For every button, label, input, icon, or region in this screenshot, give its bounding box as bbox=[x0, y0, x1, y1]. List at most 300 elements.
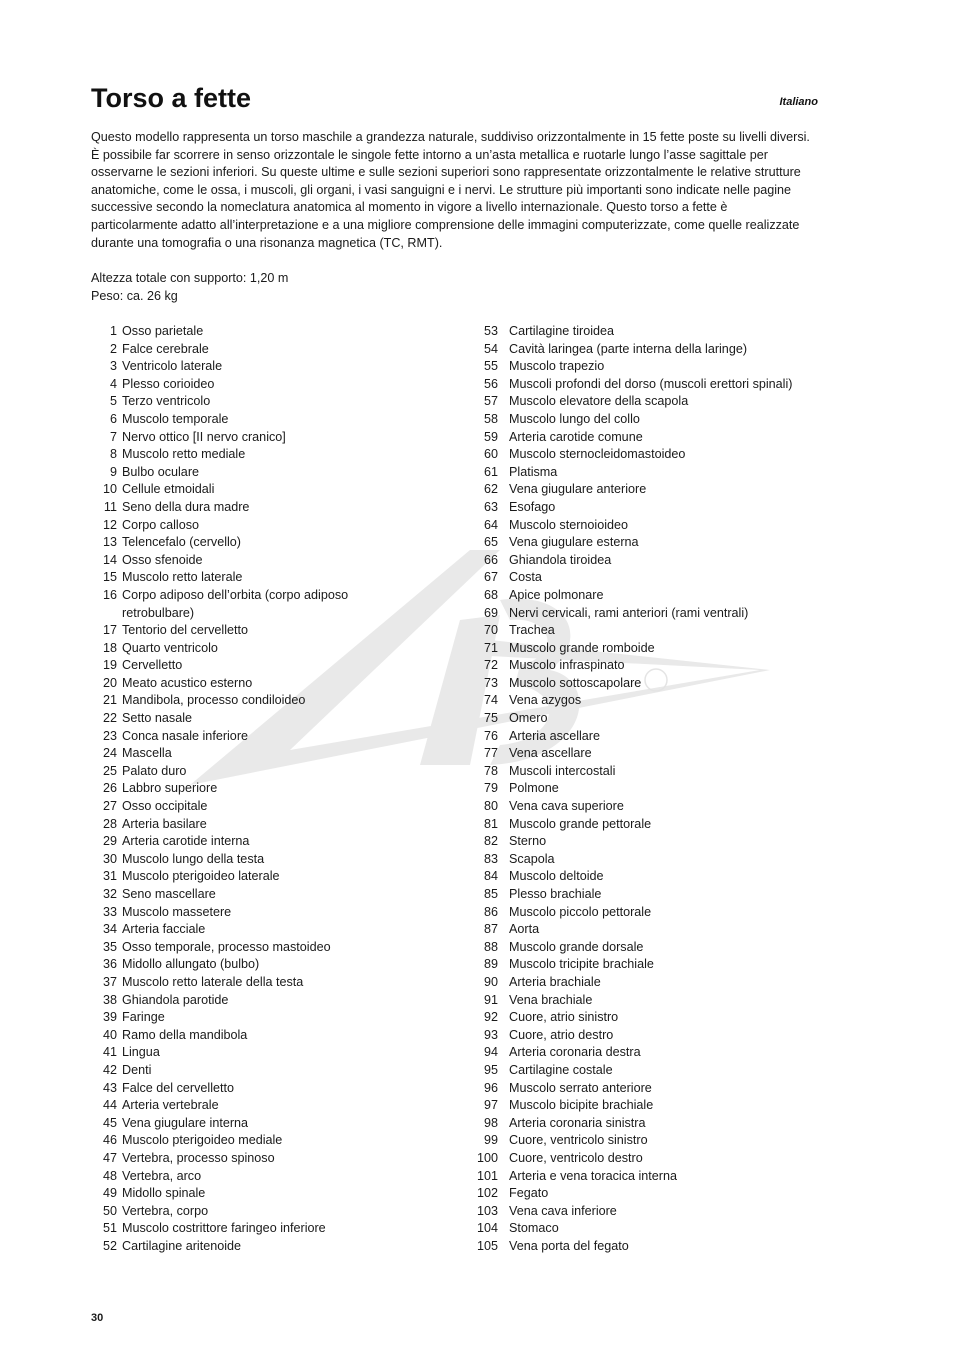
list-item bbox=[91, 763, 391, 781]
list-item bbox=[474, 1097, 834, 1115]
item-number: 36 bbox=[102, 957, 117, 972]
item-number: 32 bbox=[102, 887, 117, 901]
item-name: Falce cerebrale bbox=[122, 341, 209, 356]
item-name: Osso temporale, processo mastoideo bbox=[122, 939, 331, 954]
list-item bbox=[474, 446, 834, 464]
list-item bbox=[474, 886, 834, 904]
list-item bbox=[474, 710, 834, 728]
list-item bbox=[91, 569, 391, 587]
item-name: Trachea bbox=[509, 623, 555, 638]
item-name: Vena ascellare bbox=[509, 746, 592, 761]
item-name: Muscolo lungo del collo bbox=[509, 411, 640, 426]
item-name: Muscolo pterigoideo mediale bbox=[122, 1133, 283, 1148]
item-number: 76 bbox=[483, 728, 498, 743]
list-item bbox=[91, 1027, 391, 1045]
list-item bbox=[91, 1238, 391, 1256]
list-item bbox=[474, 992, 834, 1010]
list-item bbox=[474, 534, 834, 552]
height-spec: Altezza totale con supporto: 1,20 m bbox=[91, 271, 289, 285]
item-number: 23 bbox=[102, 728, 117, 743]
item-name: Ramo della mandibola bbox=[122, 1027, 248, 1042]
item-name: Muscolo retto mediale bbox=[122, 447, 246, 462]
list-item bbox=[91, 1150, 391, 1168]
item-number: 86 bbox=[483, 904, 498, 919]
list-item bbox=[91, 956, 391, 974]
item-number: 102 bbox=[476, 1186, 498, 1201]
item-name: Cartilagine tiroidea bbox=[509, 324, 615, 338]
item-number: 31 bbox=[102, 869, 117, 884]
item-name: Stomaco bbox=[509, 1221, 559, 1236]
list-item bbox=[474, 587, 834, 605]
item-number: 71 bbox=[483, 640, 498, 655]
item-name: Nervi cervicali, rami anteriori (rami ventrali) bbox=[509, 605, 749, 620]
item-number: 77 bbox=[483, 746, 498, 761]
item-name: Telencefalo (cervello) bbox=[122, 535, 241, 550]
item-name: Cervelletto bbox=[122, 658, 183, 673]
item-number: 63 bbox=[483, 499, 498, 514]
item-number: 51 bbox=[102, 1221, 117, 1236]
item-number: 93 bbox=[483, 1027, 498, 1042]
item-number: 10 bbox=[102, 482, 117, 497]
item-name: Setto nasale bbox=[122, 711, 193, 726]
item-number: 45 bbox=[102, 1115, 117, 1130]
item-number: 83 bbox=[483, 851, 498, 866]
item-name: Sterno bbox=[509, 834, 547, 849]
item-name: Mascella bbox=[122, 746, 172, 761]
item-name: Arteria vertebrale bbox=[122, 1098, 219, 1113]
item-number: 47 bbox=[102, 1150, 117, 1165]
list-item bbox=[474, 921, 834, 939]
item-name: Vertebra, arco bbox=[122, 1168, 202, 1183]
list-item bbox=[474, 657, 834, 675]
item-name: Scapola bbox=[509, 851, 555, 866]
list-item bbox=[474, 429, 834, 447]
item-name: Midollo allungato (bulbo) bbox=[122, 957, 260, 972]
item-number: 19 bbox=[102, 658, 117, 673]
item-number: 48 bbox=[102, 1168, 117, 1183]
item-number: 90 bbox=[483, 974, 498, 989]
item-name: Osso parietale bbox=[122, 324, 204, 338]
list-item bbox=[474, 1115, 834, 1133]
list-item bbox=[91, 481, 391, 499]
structure-list-right bbox=[474, 323, 834, 1255]
item-number: 43 bbox=[102, 1080, 117, 1095]
item-name: Muscoli profondi del dorso (muscoli erettori spinali) bbox=[509, 376, 793, 391]
item-number: 68 bbox=[483, 587, 498, 602]
list-item bbox=[91, 1062, 391, 1080]
item-name: Cartilagine aritenoide bbox=[122, 1238, 242, 1253]
list-item bbox=[91, 780, 391, 798]
list-item bbox=[91, 587, 391, 622]
item-number: 15 bbox=[102, 570, 117, 585]
item-name: Labbro superiore bbox=[122, 781, 218, 796]
item-name: Tentorio del cervelletto bbox=[122, 623, 249, 638]
item-name: Cuore, atrio sinistro bbox=[509, 1010, 619, 1025]
list-item bbox=[474, 939, 834, 957]
item-number: 4 bbox=[109, 376, 117, 391]
item-number: 75 bbox=[483, 711, 498, 726]
item-name: Vena giugulare interna bbox=[122, 1115, 249, 1130]
list-item bbox=[474, 745, 834, 763]
list-item bbox=[91, 517, 391, 535]
list-item bbox=[91, 798, 391, 816]
item-name: Arteria coronaria sinistra bbox=[509, 1115, 646, 1130]
list-item bbox=[91, 1080, 391, 1098]
item-number: 30 bbox=[102, 851, 117, 866]
item-number: 96 bbox=[483, 1080, 498, 1095]
list-item bbox=[474, 1203, 834, 1221]
item-number: 18 bbox=[102, 640, 117, 655]
item-number: 56 bbox=[483, 376, 498, 391]
item-number: 104 bbox=[476, 1221, 498, 1236]
item-name: Esofago bbox=[509, 499, 556, 514]
item-name: Midollo spinale bbox=[122, 1186, 206, 1201]
list-item bbox=[474, 1220, 834, 1238]
item-number: 82 bbox=[483, 834, 498, 849]
item-number: 73 bbox=[483, 675, 498, 690]
item-number: 29 bbox=[102, 834, 117, 849]
item-name: Apice polmonare bbox=[509, 587, 604, 602]
item-number: 16 bbox=[102, 587, 117, 602]
list-item bbox=[91, 886, 391, 904]
page-number: 30 bbox=[91, 1312, 104, 1324]
list-item bbox=[474, 499, 834, 517]
list-item bbox=[474, 640, 834, 658]
list-item bbox=[91, 1220, 391, 1238]
intro-paragraph: Questo modello rappresenta un torso maschile a grandezza naturale, suddiviso orizzontalmente in 15 fette poste su livelli diversi. È possibile far scorrere in senso orizzontale le singole fette intorno a un’asta metallica e ruotarle lungo l’asse sagittale per osservarne le sezioni inferiori. Su queste ultime e sulle sezioni superiori sono rappresentate orizzontalmente le relative strutture anatomiche, come le ossa, i muscoli, gli organi, i vasi sanguigni e i nervi. Le strutture più importanti sono indicate nelle pagine successive secondo la nomeclatura anatomica al momento in vigore a livello internazionale. Questo torso a fette è particolarmente adatto all’interpretazione e a una migliore comprensione delle immagini computerizzate, come quelle realizzate durante una tomografia o una risonanza magnetica (TC, RMT). bbox=[91, 130, 810, 250]
item-number: 22 bbox=[102, 711, 117, 726]
item-number: 70 bbox=[483, 623, 498, 638]
weight-spec: Peso: ca. 26 kg bbox=[91, 288, 178, 303]
item-number: 38 bbox=[102, 992, 117, 1007]
item-number: 80 bbox=[483, 799, 498, 814]
item-number: 53 bbox=[483, 324, 498, 338]
item-name: Arteria carotide comune bbox=[509, 429, 643, 444]
list-item bbox=[91, 904, 391, 922]
item-name: Muscolo elevatore della scapola bbox=[509, 394, 689, 409]
item-number: 34 bbox=[102, 922, 117, 937]
item-number: 54 bbox=[483, 341, 498, 356]
list-item bbox=[91, 692, 391, 710]
item-number: 8 bbox=[109, 447, 117, 462]
item-number: 12 bbox=[102, 517, 117, 532]
item-name: Vena porta del fegato bbox=[509, 1238, 629, 1253]
item-number: 25 bbox=[102, 763, 117, 778]
item-number: 65 bbox=[483, 535, 498, 550]
item-name: Vertebra, corpo bbox=[122, 1203, 209, 1218]
list-item bbox=[474, 1062, 834, 1080]
item-name: Muscoli intercostali bbox=[509, 763, 616, 778]
list-item bbox=[474, 956, 834, 974]
item-name: Fegato bbox=[509, 1186, 549, 1201]
list-item bbox=[474, 323, 834, 341]
list-item bbox=[474, 1044, 834, 1062]
list-item bbox=[91, 376, 391, 394]
item-name: Corpo calloso bbox=[122, 517, 200, 532]
item-number: 3 bbox=[109, 359, 117, 374]
item-name: Aorta bbox=[509, 922, 540, 937]
item-number: 85 bbox=[483, 887, 498, 901]
item-number: 101 bbox=[476, 1168, 498, 1183]
list-item bbox=[91, 1044, 391, 1062]
list-item bbox=[474, 780, 834, 798]
item-name: Vena giugulare anteriore bbox=[509, 482, 647, 497]
item-name: Osso sfenoide bbox=[122, 552, 203, 567]
item-number: 27 bbox=[102, 799, 117, 814]
list-item bbox=[91, 1185, 391, 1203]
list-item bbox=[91, 1097, 391, 1115]
item-number: 21 bbox=[102, 693, 117, 708]
item-name: Muscolo bicipite brachiale bbox=[509, 1098, 654, 1113]
list-item bbox=[91, 1132, 391, 1150]
list-item bbox=[91, 868, 391, 886]
item-number: 84 bbox=[483, 869, 498, 884]
item-number: 39 bbox=[102, 1010, 117, 1025]
item-name: Arteria basilare bbox=[122, 816, 207, 831]
item-number: 62 bbox=[483, 482, 498, 497]
list-item bbox=[91, 640, 391, 658]
list-item bbox=[474, 833, 834, 851]
list-item bbox=[474, 569, 834, 587]
item-number: 97 bbox=[483, 1098, 498, 1113]
item-number: 52 bbox=[102, 1238, 117, 1253]
item-number: 33 bbox=[102, 904, 117, 919]
item-number: 11 bbox=[103, 499, 117, 514]
item-name: Osso occipitale bbox=[122, 799, 208, 814]
list-item bbox=[474, 605, 834, 623]
page-title: Torso a fette bbox=[91, 83, 252, 113]
item-number: 41 bbox=[102, 1045, 117, 1060]
item-name: Ventricolo laterale bbox=[122, 359, 223, 374]
item-name: Seno mascellare bbox=[122, 887, 216, 901]
list-item bbox=[91, 499, 391, 517]
list-item bbox=[474, 851, 834, 869]
list-item bbox=[474, 904, 834, 922]
item-name: Muscolo lungo della testa bbox=[122, 851, 265, 866]
item-name: Muscolo grande pettorale bbox=[509, 816, 652, 831]
item-name: Cartilagine costale bbox=[509, 1062, 613, 1077]
item-name: Corpo adiposo dell’orbita (corpo adiposo retrobulbare) bbox=[122, 587, 349, 620]
list-item bbox=[474, 393, 834, 411]
list-item bbox=[91, 851, 391, 869]
list-item bbox=[91, 429, 391, 447]
item-number: 95 bbox=[483, 1062, 498, 1077]
list-item bbox=[91, 552, 391, 570]
list-item bbox=[91, 816, 391, 834]
item-number: 69 bbox=[483, 605, 498, 620]
item-name: Bulbo oculare bbox=[122, 464, 200, 479]
item-name: Vena azygos bbox=[509, 693, 582, 708]
list-item bbox=[91, 464, 391, 482]
item-number: 40 bbox=[102, 1027, 117, 1042]
item-name: Meato acustico esterno bbox=[122, 675, 253, 690]
item-name: Quarto ventricolo bbox=[122, 640, 218, 655]
list-item bbox=[91, 1115, 391, 1133]
item-number: 13 bbox=[102, 535, 117, 550]
list-item bbox=[474, 1238, 834, 1256]
item-name: Arteria facciale bbox=[122, 922, 206, 937]
list-item bbox=[474, 517, 834, 535]
item-number: 99 bbox=[483, 1133, 498, 1148]
item-name: Muscolo pterigoideo laterale bbox=[122, 869, 280, 884]
item-number: 7 bbox=[109, 429, 117, 444]
list-item bbox=[474, 358, 834, 376]
item-name: Muscolo deltoide bbox=[509, 869, 604, 884]
item-number: 46 bbox=[102, 1133, 117, 1148]
list-item bbox=[91, 323, 391, 341]
item-number: 2 bbox=[109, 341, 117, 356]
list-item bbox=[91, 341, 391, 359]
item-name: Arteria coronaria destra bbox=[509, 1045, 641, 1060]
item-name: Palato duro bbox=[122, 763, 187, 778]
list-item bbox=[474, 1080, 834, 1098]
list-item bbox=[474, 728, 834, 746]
item-name: Muscolo sternoioideo bbox=[509, 517, 629, 532]
list-item bbox=[474, 763, 834, 781]
item-number: 98 bbox=[483, 1115, 498, 1130]
list-item bbox=[474, 974, 834, 992]
item-number: 20 bbox=[102, 675, 117, 690]
item-name: Cellule etmoidali bbox=[122, 482, 215, 497]
list-item bbox=[91, 657, 391, 675]
list-item bbox=[91, 728, 391, 746]
item-name: Ghiandola parotide bbox=[122, 992, 229, 1007]
list-item bbox=[91, 939, 391, 957]
item-name: Muscolo costrittore faringeo inferiore bbox=[122, 1221, 326, 1236]
item-name: Vena brachiale bbox=[509, 992, 593, 1007]
specifications bbox=[91, 270, 288, 305]
list-item bbox=[91, 1168, 391, 1186]
item-number: 74 bbox=[483, 693, 498, 708]
item-name: Muscolo tricipite brachiale bbox=[509, 957, 654, 972]
list-item bbox=[91, 358, 391, 376]
item-name: Muscolo sternocleidomastoideo bbox=[509, 447, 686, 462]
item-name: Nervo ottico [II nervo cranico] bbox=[122, 429, 286, 444]
item-number: 72 bbox=[483, 658, 498, 673]
list-item bbox=[474, 1150, 834, 1168]
item-number: 88 bbox=[483, 939, 498, 954]
list-item bbox=[474, 552, 834, 570]
list-item bbox=[91, 534, 391, 552]
list-item bbox=[474, 1132, 834, 1150]
item-name: Muscolo grande dorsale bbox=[509, 939, 644, 954]
list-item bbox=[91, 1009, 391, 1027]
item-name: Cuore, ventricolo sinistro bbox=[509, 1133, 648, 1148]
list-item bbox=[474, 622, 834, 640]
item-number: 87 bbox=[483, 922, 498, 937]
item-number: 1 bbox=[109, 324, 117, 338]
item-name: Muscolo sottoscapolare bbox=[509, 675, 642, 690]
list-item bbox=[474, 464, 834, 482]
item-name: Arteria ascellare bbox=[509, 728, 600, 743]
item-number: 92 bbox=[483, 1010, 498, 1025]
item-name: Polmone bbox=[509, 781, 559, 796]
item-number: 24 bbox=[102, 746, 117, 761]
item-name: Omero bbox=[509, 711, 548, 726]
list-item bbox=[474, 1027, 834, 1045]
item-name: Vena cava superiore bbox=[509, 799, 624, 814]
list-item bbox=[91, 710, 391, 728]
list-item bbox=[474, 411, 834, 429]
item-name: Terzo ventricolo bbox=[122, 394, 211, 409]
item-number: 58 bbox=[483, 411, 498, 426]
list-item bbox=[91, 974, 391, 992]
item-name: Muscolo retto laterale bbox=[122, 570, 243, 585]
item-number: 66 bbox=[483, 552, 498, 567]
list-item bbox=[91, 411, 391, 429]
list-item bbox=[91, 622, 391, 640]
list-item bbox=[91, 833, 391, 851]
item-number: 59 bbox=[483, 429, 498, 444]
list-item bbox=[474, 376, 834, 394]
item-name: Platisma bbox=[509, 464, 558, 479]
list-item bbox=[91, 992, 391, 1010]
item-number: 89 bbox=[483, 957, 498, 972]
item-name: Arteria carotide interna bbox=[122, 834, 250, 849]
structure-list-left bbox=[91, 323, 391, 1255]
item-name: Vena giugulare esterna bbox=[509, 535, 639, 550]
item-name: Vertebra, processo spinoso bbox=[122, 1150, 275, 1165]
item-number: 35 bbox=[102, 939, 117, 954]
item-name: Denti bbox=[122, 1062, 152, 1077]
item-number: 94 bbox=[483, 1045, 498, 1060]
item-number: 26 bbox=[102, 781, 117, 796]
item-number: 14 bbox=[102, 552, 117, 567]
list-item bbox=[474, 341, 834, 359]
list-item bbox=[474, 816, 834, 834]
item-name: Arteria brachiale bbox=[509, 974, 601, 989]
item-number: 103 bbox=[476, 1203, 498, 1218]
item-number: 64 bbox=[483, 517, 498, 532]
item-number: 44 bbox=[102, 1098, 117, 1113]
item-number: 49 bbox=[102, 1186, 117, 1201]
list-item bbox=[474, 481, 834, 499]
item-number: 28 bbox=[102, 816, 117, 831]
list-item bbox=[91, 1203, 391, 1221]
item-number: 100 bbox=[476, 1150, 498, 1165]
item-number: 78 bbox=[483, 763, 498, 778]
list-item bbox=[91, 393, 391, 411]
item-number: 50 bbox=[102, 1203, 117, 1218]
item-number: 5 bbox=[109, 394, 117, 409]
item-number: 55 bbox=[483, 359, 498, 374]
item-number: 91 bbox=[483, 992, 498, 1007]
item-name: Muscolo serrato anteriore bbox=[509, 1080, 652, 1095]
item-number: 17 bbox=[102, 623, 117, 638]
item-number: 42 bbox=[102, 1062, 117, 1077]
item-name: Muscolo trapezio bbox=[509, 359, 605, 374]
item-number: 61 bbox=[483, 464, 498, 479]
item-name: Muscolo piccolo pettorale bbox=[509, 904, 652, 919]
item-name: Conca nasale inferiore bbox=[122, 728, 249, 743]
list-item bbox=[474, 692, 834, 710]
list-item bbox=[91, 921, 391, 939]
item-name: Muscolo grande romboide bbox=[509, 640, 655, 655]
item-name: Vena cava inferiore bbox=[509, 1203, 617, 1218]
item-name: Falce del cervelletto bbox=[122, 1080, 234, 1095]
language-label: Italiano bbox=[779, 96, 818, 108]
list-item bbox=[91, 446, 391, 464]
item-name: Costa bbox=[509, 570, 542, 585]
list-item bbox=[91, 675, 391, 693]
item-number: 67 bbox=[483, 570, 498, 585]
item-number: 37 bbox=[102, 974, 117, 989]
item-name: Faringe bbox=[122, 1010, 165, 1025]
item-name: Muscolo infraspinato bbox=[509, 658, 625, 673]
list-item bbox=[474, 1009, 834, 1027]
item-number: 9 bbox=[109, 464, 117, 479]
item-name: Lingua bbox=[122, 1045, 160, 1060]
